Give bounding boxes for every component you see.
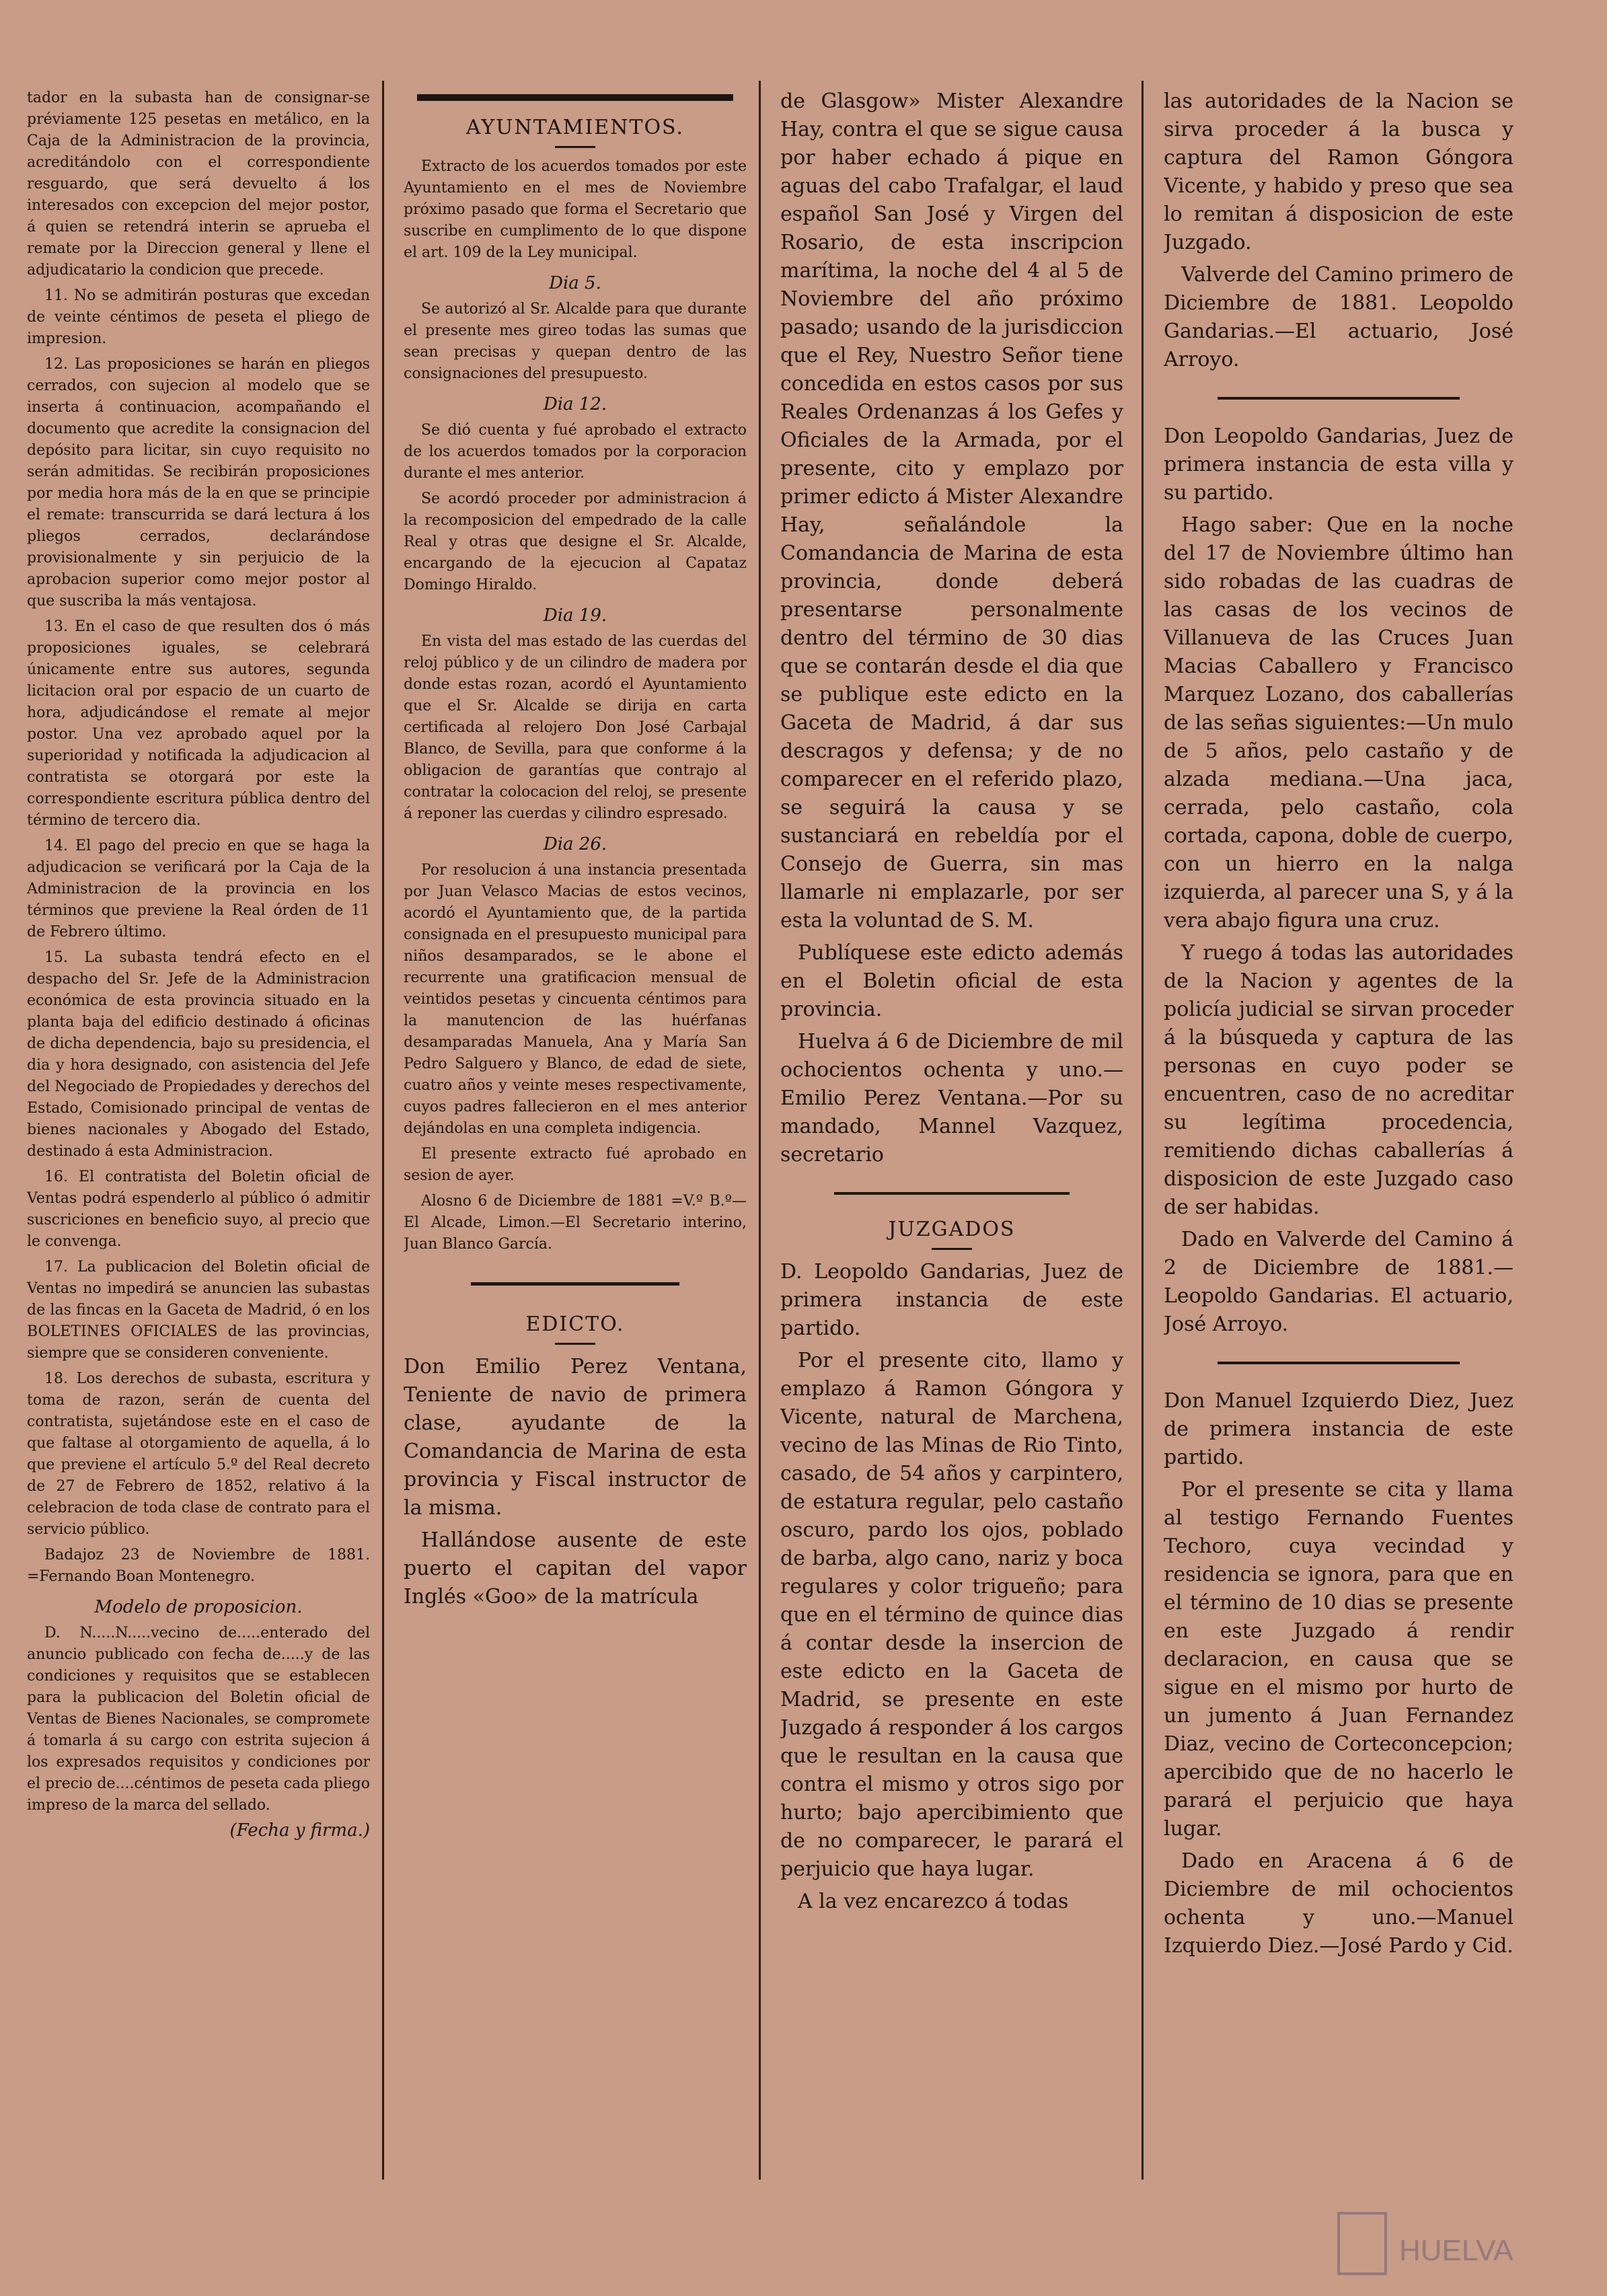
condition-18: 18. Los derechos de subasta, escritura y toma de razon, serán de cuenta del contratista, sujetándose este en el caso de que faltase al otorgamiento de aquella, á lo que previene el artículo 5.º del Real decreto de 27 de Febrero de 1852, relativo á la celebracion de toda clase de contrato para el servicio público.: [27, 1370, 370, 1538]
column-rule: [382, 81, 384, 2180]
condition-17: 17. La publicacion del Boletin oficial de Ventas no impedirá se anuncien las subastas de las fincas en la Gaceta de Madrid, ó en los BOLETINES OFICIALES de las provincias, siempre que se consideren conveniente.: [27, 1259, 370, 1362]
column-3: [780, 87, 1123, 1920]
divider: [555, 146, 595, 148]
condition-16: 16. El contratista del Boletin oficial de Ventas podrá espenderlo al público ó admitir suscriciones en beneficio suyo, al precio que le convenga.: [27, 1169, 370, 1250]
column-4: [1164, 87, 1513, 1964]
paragraph: Por resolucion á una instancia presentada por Juan Velasco Macias de estos vecinos, acordó el Ayuntamiento que, de la partida consignada en el presupuesto municipal para niños desamparados, se le abone el recurrente una gratificacion mensual de veintidos pesetas y cincuenta céntimos para la manutencion de las huérfanas desamparadas Manuela, Ana y María San Pedro Salguero y Blanco, de edad de siete, cuatro años y veinte meses respectivamente, cuyos padres fallecieron en el mes anterior dejándolas en una completa indigencia.: [404, 862, 747, 1137]
paragraph: Valverde del Camino primero de Diciembre de 1881. Leopoldo Gandarias.—El actuario, José Arroyo.: [1164, 263, 1513, 371]
day-heading: Dia 26.: [543, 834, 607, 854]
section-heading: EDICTO.: [525, 1312, 625, 1336]
paragraph: Por el presente se cita y llama al testigo Fernando Fuentes Techoro, cuya vecindad y residencia se ignora, para que en el término de 10 dias se presente en este Juzgado á rendir declaracion, en causa que se sigue en el mismo por hurto de un jumento á Juan Fernandez Diaz, vecino de Corteconcepcion; apercibido que de no hacerlo le parará el perjuicio que haya lugar.: [1164, 1478, 1513, 1841]
day-heading: Dia 19.: [543, 605, 607, 626]
section-heading: JUZGADOS: [888, 1218, 1016, 1241]
column-2: [404, 87, 747, 1615]
paragraph: Dado en Valverde del Camino á 2 de Diciembre de 1881.—Leopoldo Gandarias. El actuario, José Arroyo.: [1164, 1228, 1513, 1336]
paragraph: Se dió cuenta y fué aprobado el extracto de los acuerdos tomados por la corporacion durante el mes anterior.: [404, 422, 747, 482]
signature-line: (Fecha y firma.): [229, 1820, 370, 1841]
column-rule: [1142, 81, 1144, 2180]
paragraph: Hallándose ausente de este puerto el capitan del vapor Inglés «Goo» de la matrícula: [404, 1528, 747, 1608]
condition-15: 15. La subasta tendrá efecto en el despacho del Sr. Jefe de la Administracion económica de esta provincia situado en la planta baja del edificio destinado á oficinas de dicha dependencia, bajo su presidencia, el dia y hora designado, con asistencia del Jefe del Negociado de Propiedades y derechos del Estado, Comisionado principal de ventas de bienes nacionales y Abogado del Estado, destinado á esta Administracion.: [27, 949, 370, 1160]
column-rule: [759, 81, 761, 2180]
paragraph: de Glasgow» Mister Alexandre Hay, contra el que se sigue causa por haber echado á pique en aguas del cabo Trafalgar, el laud español San José y Virgen del Rosario, de esta inscripcion marítima, la noche del 4 al 5 de Noviembre del año próximo pasado; usando de la jurisdiccion que el Rey, Nuestro Señor tiene concedida en estos casos por sus Reales Ordenanzas á los Gefes y Oficiales de la Armada, por el presente, cito y emplazo por primer edicto á Mister Alexandre Hay, señalándole la Comandancia de Marina de esta provincia, donde deberá presentarse personalmente dentro del término de 30 dias que se contarán desde el dia que se publique este edicto en la Gaceta de Madrid, á dar sus descragos y defensa; y de no comparecer en el referido plazo, se seguirá la causa y se sustanciará en rebeldía por el Consejo de Guerra, sin mas llamarle ni emplazarle, por ser esta la voluntad de S. M.: [780, 89, 1123, 932]
day-heading: Dia 5.: [549, 273, 601, 293]
condition-14: 14. El pago del precio en que se haga la adjudicacion se verificará por la Caja de la Administracion de la provincia en los términos que previene la Real órden de 11 de Febrero último.: [27, 838, 370, 940]
paragraph: Dado en Aracena á 6 de Diciembre de mil ochocientos ochenta y uno.—Manuel Izquierdo Diez.—José Pardo y Cid.: [1164, 1849, 1513, 1958]
edict-title: Don Emilio Perez Ventana, Teniente de navio de primera clase, ayudante de la Comandancia de Marina de esta provincia y Fiscal instructor de la misma.: [404, 1355, 747, 1520]
paragraph: las autoridades de la Nacion se sirva proceder á la busca y captura del Ramon Góngora Vicente, y habido y preso que sea lo remitan á disposicion de este Juzgado.: [1164, 89, 1513, 254]
paragraph: En vista del mas estado de las cuerdas del reloj público y de un cilindro de madera por donde estas rozan, acordó el Ayuntamiento que el Sr. Alcalde se dirija en carta certificada al relojero Don José Carbajal Blanco, de Sevilla, para que conforme á la obligacion de garantías que contrajo al contratar la colocacion del reloj, se presente á reponer las cuerdas y cilindro espresado.: [404, 633, 747, 822]
condition-11: 11. No se admitirán posturas que excedan de veinte céntimos de peseta el pliego de impresion.: [27, 287, 370, 347]
paragraph: tador en la subasta han de consignar-se préviamente 125 pesetas en metálico, en la Caja de la Administracion de la provincia, acreditándolo con el correspondiente resguardo, que será devuelto á los interesados con excepcion del mejor postor, á quien se retendrá interin se aprueba el remate por la Direccion general y llene el adjudicatario la condicion que precede.: [27, 89, 370, 279]
paragraph: Huelva á 6 de Diciembre de mil ochocientos ochenta y uno.—Emilio Perez Ventana.—Por su mandado, Mannel Vazquez, secretario: [780, 1030, 1123, 1166]
edict-title: D. Leopoldo Gandarias, Juez de primera instancia de este partido.: [780, 1260, 1123, 1340]
model-text: D. N.....N.....vecino de.....enterado del anuncio publicado con fecha de.....y de las condiciones y requisitos que se establecen para la publicacion del Boletin oficial de Ventas de Bienes Nacionales, se compromete á tomarla á su cargo con estrita sujecion á los expresados requisitos y condiciones por el precio de....céntimos de peseta cada pliego impreso de la marca del sellado.: [27, 1625, 370, 1814]
day-heading: Dia 12.: [543, 394, 607, 414]
section-heading: AYUNTAMIENTOS.: [465, 116, 685, 139]
divider: [555, 1343, 595, 1345]
section-rule: [417, 94, 733, 101]
dateline: Badajoz 23 de Noviembre de 1881. =Fernando Boan Montenegro.: [27, 1547, 370, 1585]
condition-13: 13. En el caso de que resulten dos ó más proposiciones iguales, se celebrará únicamente entre sus autores, segunda licitacion oral por espacio de un cuarto de hora, adjudicándose el remate al mejor postor. Una vez aprobado aquel por la superioridad y notificada la adjudicacion al contratista se otorgará por este la correspondiente escritura pública dentro del término de tercero dia.: [27, 618, 370, 829]
condition-12: 12. Las proposiciones se harán en pliegos cerrados, con sujecion al modelo que se inserta á continuacion, acompañando el documento que acredite la consignacion del depósito para licitar, sin cuyo requisito no serán admitidas. Se recibirán proposiciones por media hora más de la en que se principie el remate: transcurrida se dará lectura á los pliegos cerrados, declarándose provisionalmente y sin perjuicio de la aprobacion superior como mejor postor al que suscriba la más ventajosa.: [27, 356, 370, 609]
column-1: [27, 87, 370, 1841]
paragraph: Alosno 6 de Diciembre de 1881 =V.º B.º—El Alcade, Limon.—El Secretario interino, Juan Blanco García.: [404, 1193, 747, 1253]
section-rule: [1218, 397, 1460, 400]
paragraph: Hago saber: Que en la noche del 17 de Noviembre último han sido robadas de las cuadras de las casas de los vecinos de Villanueva de las Cruces Juan Macias Caballero y Francisco Marquez Lozano, dos caballerías de las señas siguientes:—Un mulo de 5 años, pelo castaño y de alzada mediana.—Una jaca, cerrada, pelo castaño, cola cortada, capona, doble de cuerpo, con un hierro en la nalga izquierda, al parecer una S, y á la vera abajo figura una cruz.: [1164, 513, 1513, 932]
divider: [932, 1248, 972, 1250]
paragraph: Se acordó proceder por administracion á la recomposicion del empedrado de la calle Real y otras que designe el Sr. Alcalde, encargando de la ejecucion al Capataz Domingo Hiraldo.: [404, 490, 747, 593]
paragraph: Y ruego á todas las autoridades de la Nacion y agentes de la policía judicial se sirvan proceder á la búsqueda y captura de las personas en cuyo poder se encuentren, caso de no acreditar su legítima procedencia, remitiendo dichas caballerías á disposicion de este Juzgado caso de ser habidas.: [1164, 941, 1513, 1219]
stamp-text: HUELVA: [1399, 2234, 1513, 2267]
model-title: Modelo de proposicion.: [94, 1597, 303, 1617]
edict-title: Don Leopoldo Gandarias, Juez de primera instancia de esta villa y su partido.: [1164, 424, 1513, 505]
paragraph: A la vez encarezco á todas: [798, 1890, 1069, 1913]
paragraph: El presente extracto fué aprobado en sesion de ayer.: [404, 1146, 747, 1184]
paragraph: Por el presente cito, llamo y emplazo á Ramon Góngora y Vicente, natural de Marchena, vecino de las Minas de Rio Tinto, casado, de 54 años y carpintero, de estatura regular, pelo castaño oscuro, pardo los ojos, poblado de barba, algo cano, nariz y boca regulares y color trigueño; para que en el término de quince dias á contar desde la insercion de este edicto en la Gaceta de Madrid, se presente en este Juzgado á responder á los cargos que le resultan en la causa que contra el mismo y otros sigo por hurto; bajo apercibimiento que de no comparecer, le parará el perjuicio que haya lugar.: [780, 1349, 1123, 1881]
intro-text: Extracto de los acuerdos tomados por este Ayuntamiento en el mes de Noviembre próximo pasado que forma el Secretario que suscribe en cumplimento de lo que dispone el art. 109 de la Ley municipal.: [404, 158, 747, 261]
edict-title: Don Manuel Izquierdo Diez, Juez de primera instancia de este partido.: [1164, 1389, 1513, 1469]
archive-stamp-logo: [1335, 2207, 1537, 2281]
paragraph: Se autorizó al Sr. Alcalde para que durante el presente mes gireo todas las sumas que sean precisas y quepan dentro de las consignaciones del presupuesto.: [404, 301, 747, 382]
paragraph: Publíquese este edicto además en el Boletin oficial de esta provincia.: [780, 941, 1123, 1021]
section-rule: [834, 1192, 1070, 1195]
section-rule: [471, 1282, 679, 1286]
section-rule: [1218, 1362, 1460, 1364]
